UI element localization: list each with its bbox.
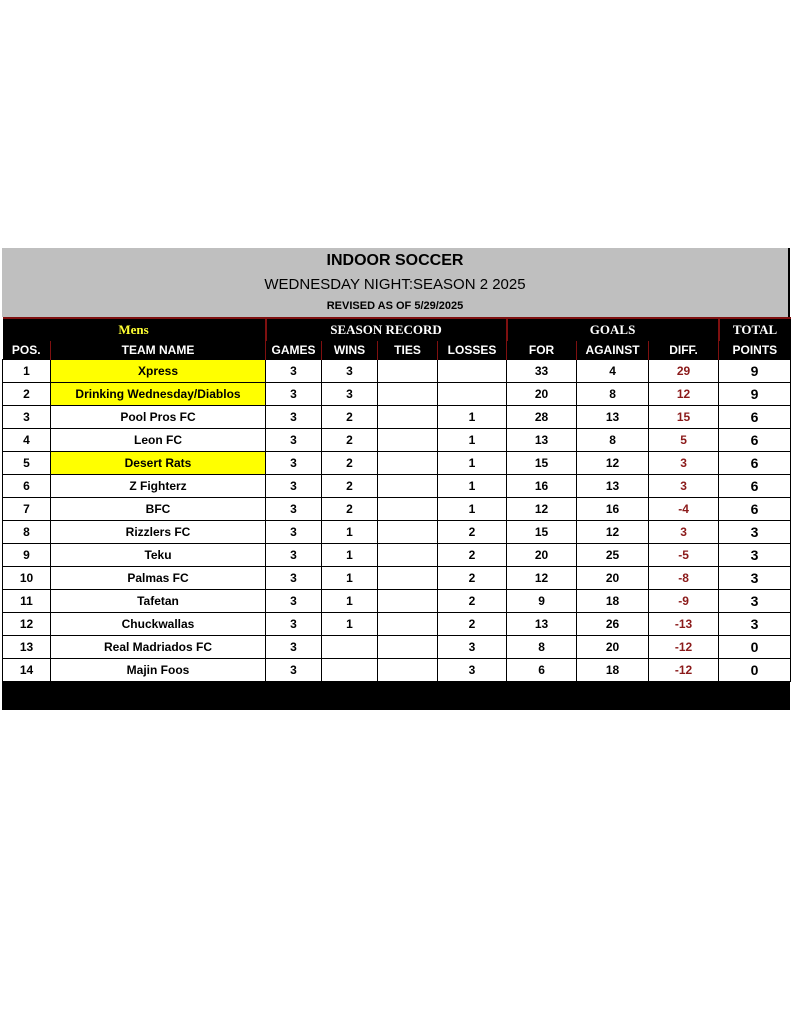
- team-name-cell: Majin Foos: [51, 659, 266, 682]
- games-cell: 3: [266, 406, 322, 429]
- losses-cell: 1: [438, 429, 507, 452]
- table-row: [3, 613, 791, 636]
- goal-diff-cell: -5: [649, 544, 719, 567]
- wins-cell: 2: [322, 429, 378, 452]
- goal-diff-cell: 3: [649, 475, 719, 498]
- goals-header: GOALS: [507, 318, 719, 341]
- table-row: [3, 429, 791, 452]
- sheet-subtitle: WEDNESDAY NIGHT:SEASON 2 2025: [264, 276, 526, 293]
- col-diff: DIFF.: [649, 341, 719, 360]
- goals-for-cell: 13: [507, 613, 577, 636]
- losses-cell: [438, 360, 507, 383]
- pos-cell: 9: [3, 544, 51, 567]
- goals-against-cell: 18: [577, 590, 649, 613]
- goal-diff-cell: 15: [649, 406, 719, 429]
- goals-against-cell: 13: [577, 406, 649, 429]
- goals-against-cell: 13: [577, 475, 649, 498]
- goal-diff-cell: -4: [649, 498, 719, 521]
- points-cell: 6: [719, 406, 791, 429]
- col-games: GAMES: [266, 341, 322, 360]
- goal-diff-cell: -12: [649, 659, 719, 682]
- games-cell: 3: [266, 475, 322, 498]
- table-row: [3, 659, 791, 682]
- ties-cell: [378, 544, 438, 567]
- losses-cell: 3: [438, 659, 507, 682]
- goals-for-cell: 8: [507, 636, 577, 659]
- goals-against-cell: 12: [577, 521, 649, 544]
- standings-sheet: [2, 248, 790, 710]
- losses-cell: 2: [438, 567, 507, 590]
- games-cell: 3: [266, 360, 322, 383]
- losses-cell: 1: [438, 498, 507, 521]
- goals-against-cell: 20: [577, 567, 649, 590]
- col-ties: TIES: [378, 341, 438, 360]
- table-row: [3, 521, 791, 544]
- goal-diff-cell: 3: [649, 452, 719, 475]
- goals-for-cell: 15: [507, 452, 577, 475]
- points-cell: 3: [719, 590, 791, 613]
- pos-cell: 3: [3, 406, 51, 429]
- games-cell: 3: [266, 452, 322, 475]
- group-header-row: [3, 318, 791, 341]
- ties-cell: [378, 659, 438, 682]
- table-row: [3, 498, 791, 521]
- table-row: [3, 590, 791, 613]
- games-cell: 3: [266, 383, 322, 406]
- points-cell: 3: [719, 567, 791, 590]
- goal-diff-cell: 5: [649, 429, 719, 452]
- pos-cell: 6: [3, 475, 51, 498]
- losses-cell: 2: [438, 590, 507, 613]
- games-cell: 3: [266, 659, 322, 682]
- goals-for-cell: 16: [507, 475, 577, 498]
- team-name-cell: Desert Rats: [51, 452, 266, 475]
- losses-cell: 1: [438, 406, 507, 429]
- losses-cell: 2: [438, 613, 507, 636]
- wins-cell: [322, 636, 378, 659]
- ties-cell: [378, 590, 438, 613]
- points-cell: 3: [719, 613, 791, 636]
- team-name-cell: Pool Pros FC: [51, 406, 266, 429]
- goals-against-cell: 12: [577, 452, 649, 475]
- goals-against-cell: 26: [577, 613, 649, 636]
- points-cell: 6: [719, 429, 791, 452]
- points-cell: 6: [719, 452, 791, 475]
- losses-cell: 1: [438, 452, 507, 475]
- ties-cell: [378, 429, 438, 452]
- losses-cell: 3: [438, 636, 507, 659]
- team-name-cell: Teku: [51, 544, 266, 567]
- team-name-cell: BFC: [51, 498, 266, 521]
- team-name-cell: Drinking Wednesday/Diablos: [51, 383, 266, 406]
- goal-diff-cell: 12: [649, 383, 719, 406]
- pos-cell: 5: [3, 452, 51, 475]
- goal-diff-cell: -13: [649, 613, 719, 636]
- wins-cell: 1: [322, 544, 378, 567]
- wins-cell: 1: [322, 567, 378, 590]
- ties-cell: [378, 613, 438, 636]
- points-cell: 0: [719, 659, 791, 682]
- goals-against-cell: 25: [577, 544, 649, 567]
- wins-cell: 1: [322, 521, 378, 544]
- games-cell: 3: [266, 521, 322, 544]
- losses-cell: [438, 383, 507, 406]
- ties-cell: [378, 521, 438, 544]
- pos-cell: 10: [3, 567, 51, 590]
- table-row: [3, 475, 791, 498]
- losses-cell: 2: [438, 544, 507, 567]
- goals-against-cell: 8: [577, 383, 649, 406]
- pos-cell: 7: [3, 498, 51, 521]
- footer-bar: [2, 682, 790, 710]
- total-header: TOTAL: [719, 318, 791, 341]
- goals-against-cell: 18: [577, 659, 649, 682]
- table-row: [3, 544, 791, 567]
- table-row: [3, 360, 791, 383]
- goals-for-cell: 33: [507, 360, 577, 383]
- wins-cell: 2: [322, 498, 378, 521]
- ties-cell: [378, 498, 438, 521]
- pos-cell: 13: [3, 636, 51, 659]
- points-cell: 0: [719, 636, 791, 659]
- goals-against-cell: 20: [577, 636, 649, 659]
- table-row: [3, 383, 791, 406]
- goal-diff-cell: -9: [649, 590, 719, 613]
- goals-for-cell: 15: [507, 521, 577, 544]
- games-cell: 3: [266, 429, 322, 452]
- table-row: [3, 567, 791, 590]
- goals-for-cell: 20: [507, 544, 577, 567]
- table-row: [3, 636, 791, 659]
- standings-body: [3, 360, 791, 682]
- games-cell: 3: [266, 590, 322, 613]
- col-points: POINTS: [719, 341, 791, 360]
- col-for: FOR: [507, 341, 577, 360]
- team-name-cell: Rizzlers FC: [51, 521, 266, 544]
- season-record-header: SEASON RECORD: [266, 318, 507, 341]
- wins-cell: 1: [322, 613, 378, 636]
- pos-cell: 8: [3, 521, 51, 544]
- ties-cell: [378, 406, 438, 429]
- wins-cell: [322, 659, 378, 682]
- wins-cell: 3: [322, 383, 378, 406]
- col-losses: LOSSES: [438, 341, 507, 360]
- title-banner: [2, 248, 790, 317]
- games-cell: 3: [266, 544, 322, 567]
- col-wins: WINS: [322, 341, 378, 360]
- wins-cell: 3: [322, 360, 378, 383]
- points-cell: 9: [719, 383, 791, 406]
- games-cell: 3: [266, 613, 322, 636]
- games-cell: 3: [266, 498, 322, 521]
- goals-against-cell: 16: [577, 498, 649, 521]
- pos-cell: 11: [3, 590, 51, 613]
- losses-cell: 1: [438, 475, 507, 498]
- goals-for-cell: 12: [507, 498, 577, 521]
- ties-cell: [378, 567, 438, 590]
- col-against: AGAINST: [577, 341, 649, 360]
- col-pos: POS.: [3, 341, 51, 360]
- points-cell: 9: [719, 360, 791, 383]
- ties-cell: [378, 475, 438, 498]
- ties-cell: [378, 360, 438, 383]
- ties-cell: [378, 383, 438, 406]
- goals-against-cell: 8: [577, 429, 649, 452]
- column-header-row: [3, 341, 791, 360]
- goals-for-cell: 9: [507, 590, 577, 613]
- revised-date: REVISED AS OF 5/29/2025: [326, 300, 464, 312]
- ties-cell: [378, 452, 438, 475]
- goal-diff-cell: 29: [649, 360, 719, 383]
- team-name-cell: Leon FC: [51, 429, 266, 452]
- pos-cell: 1: [3, 360, 51, 383]
- points-cell: 6: [719, 498, 791, 521]
- goals-against-cell: 4: [577, 360, 649, 383]
- wins-cell: 1: [322, 590, 378, 613]
- standings-table: [2, 317, 791, 682]
- team-name-cell: Palmas FC: [51, 567, 266, 590]
- wins-cell: 2: [322, 406, 378, 429]
- games-cell: 3: [266, 636, 322, 659]
- sheet-title: INDOOR SOCCER: [326, 252, 464, 269]
- table-row: [3, 406, 791, 429]
- team-name-cell: Xpress: [51, 360, 266, 383]
- goals-for-cell: 28: [507, 406, 577, 429]
- goal-diff-cell: -12: [649, 636, 719, 659]
- losses-cell: 2: [438, 521, 507, 544]
- goals-for-cell: 12: [507, 567, 577, 590]
- points-cell: 6: [719, 475, 791, 498]
- team-name-cell: Chuckwallas: [51, 613, 266, 636]
- team-name-cell: Z Fighterz: [51, 475, 266, 498]
- points-cell: 3: [719, 544, 791, 567]
- pos-cell: 12: [3, 613, 51, 636]
- games-cell: 3: [266, 567, 322, 590]
- goals-for-cell: 6: [507, 659, 577, 682]
- points-cell: 3: [719, 521, 791, 544]
- table-row: [3, 452, 791, 475]
- goals-for-cell: 13: [507, 429, 577, 452]
- division-label: Mens: [3, 318, 266, 341]
- team-name-cell: Tafetan: [51, 590, 266, 613]
- goal-diff-cell: 3: [649, 521, 719, 544]
- goal-diff-cell: -8: [649, 567, 719, 590]
- col-team-name: TEAM NAME: [51, 341, 266, 360]
- pos-cell: 14: [3, 659, 51, 682]
- team-name-cell: Real Madriados FC: [51, 636, 266, 659]
- goals-for-cell: 20: [507, 383, 577, 406]
- wins-cell: 2: [322, 475, 378, 498]
- pos-cell: 4: [3, 429, 51, 452]
- wins-cell: 2: [322, 452, 378, 475]
- ties-cell: [378, 636, 438, 659]
- pos-cell: 2: [3, 383, 51, 406]
